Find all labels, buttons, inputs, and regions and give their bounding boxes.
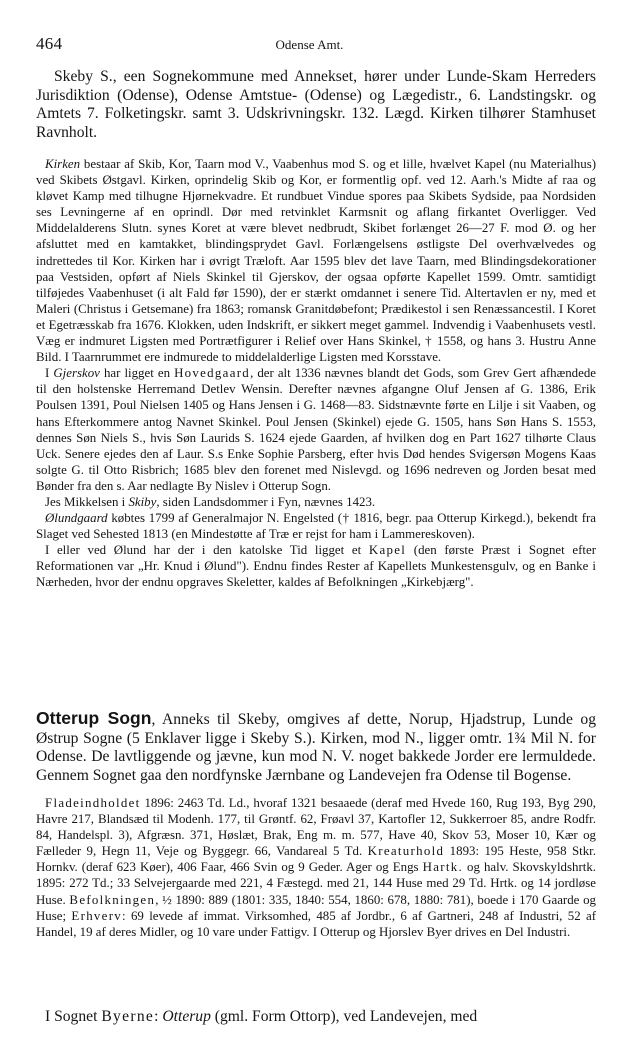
- byerne-paragraph: [36, 1008, 596, 1027]
- kirken-paragraph: [36, 156, 596, 365]
- gjerskov-text-1: har ligget en: [99, 366, 175, 381]
- kirken-lead: Kirken: [45, 157, 81, 171]
- kirken-text: bestaar af Skib, Kor, Taarn mod V., Vaabenhus mod S. og et lille, hvælvet Kapel (nu Materialhus) ved Skibets Østgavl. Kirken, oprindelig Skib og Kor, er formentlig opf. ved 12. Aarh.'s Midte af raa og kløvet Kamp med tilhugne Hjørnekvadre. Et rundbuet Vindue spores paa Skibets Sydside, paa Nordsiden ses Levningerne af en oprindl. Dør med retvinklet Karmsnit og aflang firkantet Overligger. Ved Middelalderens Slutn. synes Koret at være blevet nedbrudt, Skibet forlænget 26—27 F. mod Ø. og her afsluttet med en kamtakket, blindingsprydet Gavl. Forlængelsens østligste Del overhvælvedes og indrettedes til Kor. Kirken har i øvrigt Træloft. Aar 1595 blev det lave Taarn, med Blindingsdekorationer paa Vestsiden, opført af Niels Skinkel til Gjerskov, der ogsaa opførte Kapellet 1599. Omtr. samtidigt tilføjedes Vaabenhuset (i alt Fald før 1590), der er stærkt omdannet i senere Tid. Altertavlen er ny, med et Maleri (Christus i Getsemane) fra 1863; romansk Granitdøbefont; Prædikestol i sen Renæssancestil. I Koret et Egetræsskab fra 1676. Klokken, uden Indskrift, er sikkert meget gammel. Indvendig i Vaabenhusets vestl. Væg er indmuret Ligsten med Portrætfigurer i Relief over Hans Skinkel, † 1558, og hans 3. Hustru Anne Bild. I Taarnrummet ere indmurede to middelalderlige Ligsten med Korsstave.: [36, 157, 596, 365]
- stats-label-hartk: Hartk.: [422, 860, 463, 875]
- gjerskov-estate: Hovedgaard: [174, 366, 251, 381]
- jes-paragraph: [36, 494, 596, 510]
- byerne-prefix: I Sognet: [45, 1008, 102, 1025]
- byerne-text-2: (gml. Form Ottorp), ved Landevejen, med: [210, 1008, 478, 1025]
- otterup-statistics: [36, 795, 596, 940]
- byerne-entry: [36, 1008, 596, 1027]
- olund-text-2: (den første Præst i Sognet efter Reformationen var „Hr. Knud i Ølund"). Endnu findes Rester af Kapellets Munkestensgulv, og en Banke i Nærheden, hvor der endnu opgraves Skeletter, kaldes af Befolkningen „Kirkebjærg".: [36, 543, 596, 590]
- stats-text-4: , ½ 1890: 889 (1801: 335, 1840: 554, 1860: 678, 1880: 781), boede i 170 Gaarde og Huse;: [36, 892, 596, 923]
- otterup-entry: [36, 709, 596, 786]
- skeby-paragraph: Skeby S., een Sognekommune med Annekset, hører under Lunde-Skam Herreders Jurisdiktion (Odense), Odense Amtstue- (Odense) og Lægedistr., 6. Landstingskr. og Amtets 7. Folketingskr. samt 3. Udskrivningskr. 132. Lægd. Kirken tilhører Stamhuset Ravnholt.: [36, 68, 596, 142]
- byerne-label: Byerne: [101, 1008, 155, 1025]
- stats-text-2: 1893: 195 Heste, 958 Stkr. Hornkv. (deraf 623 Køer), 406 Faar, 466 Svin og 9 Geder. Ager og Engs: [36, 844, 596, 875]
- jes-text-2: , siden Landsdommer i Fyn, nævnes 1423.: [156, 494, 376, 509]
- byerne-text-1: :: [154, 1008, 163, 1025]
- byerne-name: Otterup: [162, 1008, 211, 1025]
- stats-label-occupation: Erhverv: [71, 908, 123, 923]
- skeby-details: [36, 156, 596, 591]
- page-number: 464: [36, 34, 63, 53]
- otterup-heading: Otterup Sogn: [36, 708, 152, 728]
- running-title: Odense Amt.: [275, 37, 344, 52]
- gjerskov-prefix: I: [45, 366, 54, 381]
- gjerskov-text-2: , der alt 1336 nævnes blandt det Gods, som Grev Gert afhændede til den holstenske Herremand Detlev Wensin. Derefter nævnes afgangne Oluf Jensen af G. 1386, Erik Poulsen 1391, Poul Nielsen 1405 og Hans Jensen i G. 1468—83. Sidstnævnte førte en Lilje i sit Vaaben, og hans Efterkommere antog Navnet Skinkel. Poul Jensen (Skinkel) ejede G. 1505, hans Søn Hans S. 1553, dennes Søn Niels S., hvis Søn Laurids S. 1624 ejede Gaarden, af hvilken dog en Part 1627 tilhørte Claus Uck. Senere ejedes den af Laur. S.s Enke Sophie Parsberg, efter hvis Død hendes Svigersøn Mogens Kaas solgte G. til Otto Risbrich; 1685 blev den forenet med Nislevgd. og 1696 nedreven og Jorden besat med Bønder fra den s. Aar nedlagte By Nislev i Otterup Sogn.: [36, 366, 597, 493]
- stats-text-5: : 69 levede af immat. Virksomhed, 485 af Jordbr., 6 af Gartneri, 248 af Industri, 52 af Handel, 19 af deres Midler, og 10 vare under Fattigv. I Otterup og Hjorslev Byer drives en Del Industri.: [36, 908, 596, 939]
- olund-chapel: Kapel: [368, 543, 407, 558]
- olund-text-1: I eller ved Ølund har der i den katolske Tid ligget et: [45, 543, 369, 558]
- stats-text-3: og halv. Skovskyldshrtk. 1895: 272 Td.; 33 Selvejergaarde med 221, 4 Fæstegd. med 21, 144 Huse med 29 Td. Hrtk. og 14 jordløse Huse.: [36, 860, 596, 907]
- gjerskov-name: Gjerskov: [53, 366, 100, 381]
- olund-paragraph: [36, 542, 596, 590]
- stats-label-livestock: Kreaturhold: [367, 844, 445, 859]
- stats-label-population: Befolkningen: [69, 892, 156, 907]
- skeby-entry: [36, 68, 596, 143]
- running-header: [0, 34, 619, 54]
- otterup-text: , Anneks til Skeby, omgives af dette, Norup, Hjadstrup, Lunde og Østrup Sogne (5 Enklaver ligge i Skeby S.). Kirken, mod N., ligger omtr. 1¾ Mil N. for Odense. De lavtliggende og jævne, kun mod N. V. noget bakkede Jorder ere lermuldede. Gennem Sognet gaa den nordfynske Jærnbane og Landevejen fra Odense til Bogense.: [36, 711, 597, 785]
- jes-name: Skiby: [128, 494, 157, 509]
- otterup-paragraph: [36, 709, 596, 786]
- gjerskov-paragraph: [36, 365, 596, 494]
- olundgaard-text: købtes 1799 af Generalmajor N. Engelsted († 1816, begr. paa Otterup Kirkegd.), bekendt fra Slaget ved Sehested 1813 (en Mindestøtte af Træ er rejst for ham i Lammereskoven).: [36, 511, 596, 542]
- stats-paragraph: [36, 795, 596, 940]
- stats-text-1: 1896: 2463 Td. Ld., hvoraf 1321 besaaede (deraf med Hvede 160, Rug 193, Byg 290, Havre 217, Blandsæd til Modenh. 177, til Grøntf. 62, Frøavl 37, Kartofler 12, Sukkerroer 85, andre Rodfr. 84, Handelspl. 3), Afgræsn. 371, Høslæt, Brak, Eng m. m. 577, Have 40, Skov 53, Moser 10, Kær og Fælleder 9, Hegn 11, Veje og Byggegr. 66, Vandareal 5 Td.: [36, 796, 596, 859]
- olundgaard-paragraph: [36, 510, 596, 542]
- jes-text-1: Jes Mikkelsen i: [45, 494, 129, 509]
- olundgaard-name: Ølundgaard: [45, 511, 108, 526]
- stats-label-area: Fladeindholdet: [45, 796, 141, 810]
